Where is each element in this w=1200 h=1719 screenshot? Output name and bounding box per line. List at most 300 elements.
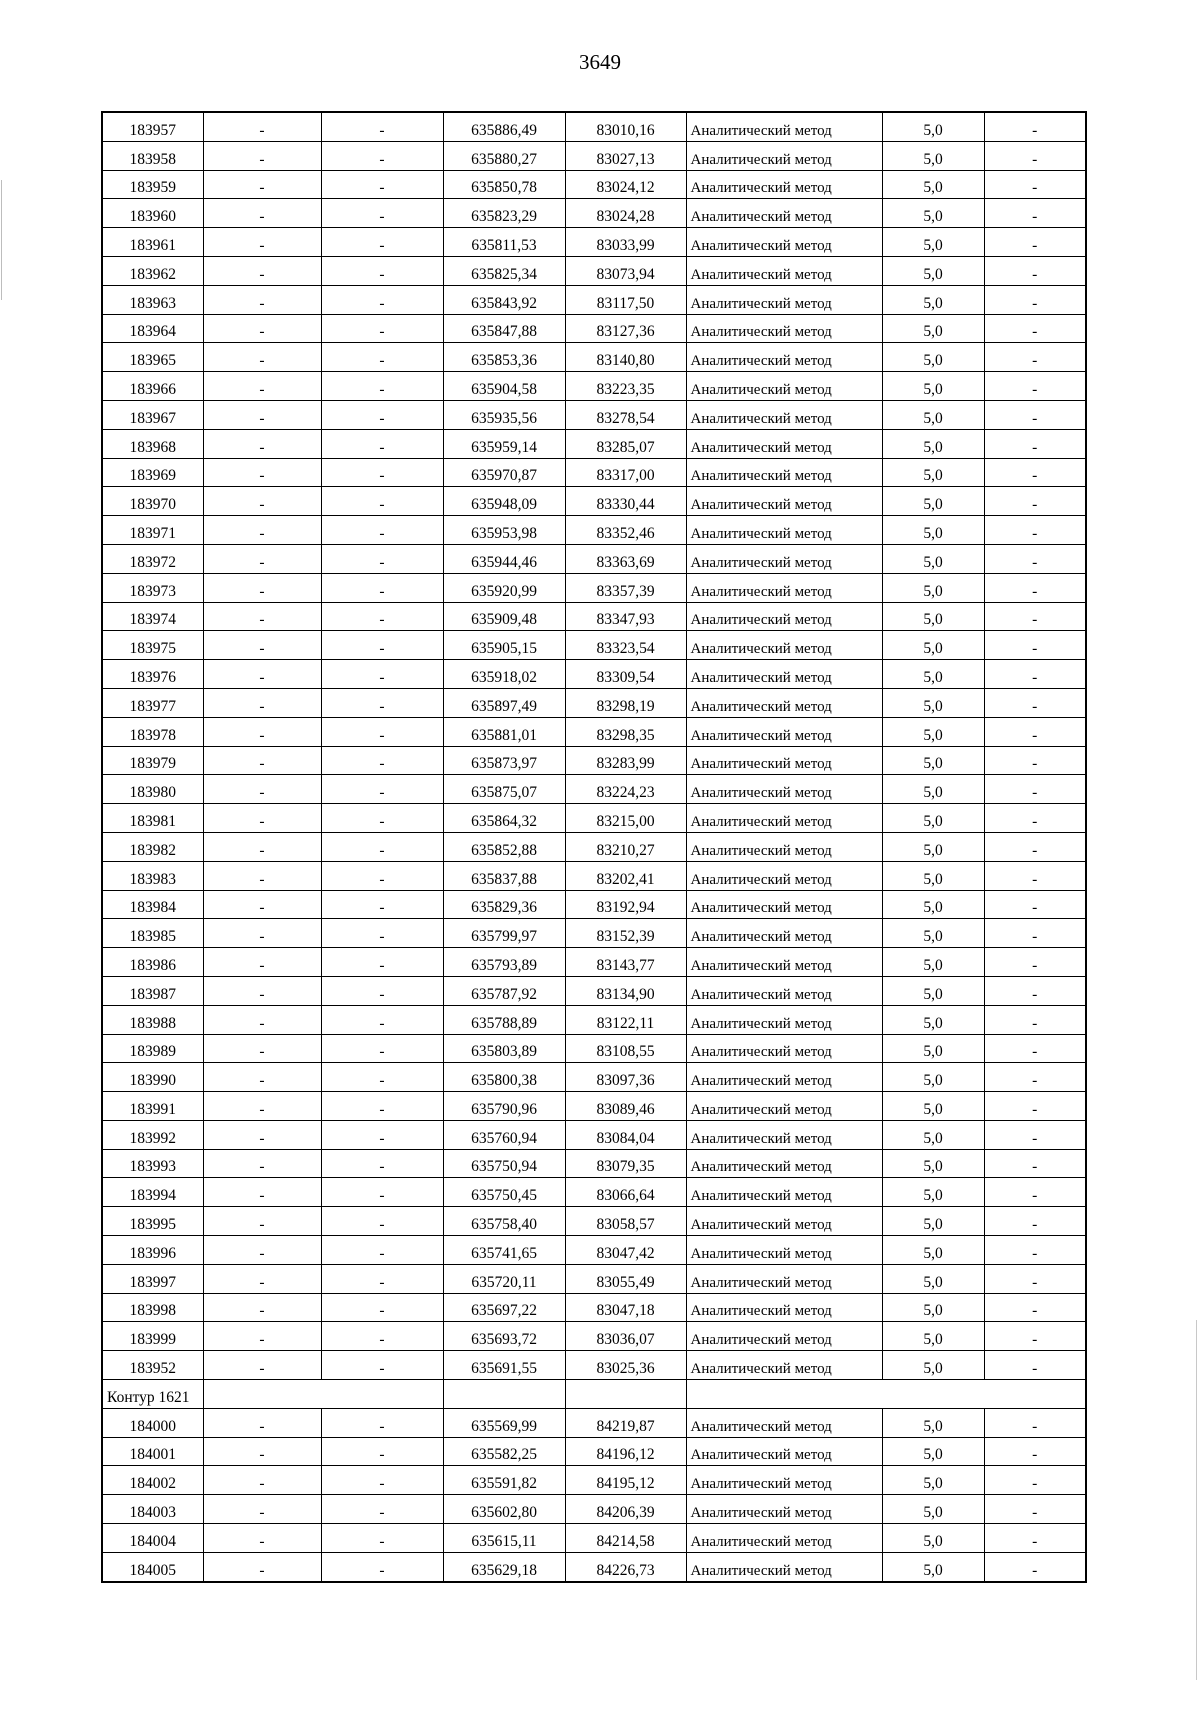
point-number-cell: 183982 [102,832,203,861]
method-cell: Аналитический метод [686,1236,882,1265]
y-coordinate-cell: 83323,54 [565,631,686,660]
table-row [102,1149,1086,1178]
empty-cell: - [984,1149,1086,1178]
method-cell: Аналитический метод [686,1524,882,1553]
method-cell: Аналитический метод [686,170,882,199]
method-cell: Аналитический метод [686,1092,882,1121]
empty-cell: - [321,1063,443,1092]
x-coordinate-cell: 635948,09 [443,487,565,516]
x-coordinate-cell: 635881,01 [443,717,565,746]
empty-cell: - [321,199,443,228]
table-row [102,948,1086,977]
y-coordinate-cell: 84214,58 [565,1524,686,1553]
error-cell: 5,0 [882,1437,984,1466]
method-cell: Аналитический метод [686,1034,882,1063]
error-cell: 5,0 [882,1092,984,1121]
table-row [102,832,1086,861]
error-cell: 5,0 [882,141,984,170]
table-row [102,1351,1086,1380]
method-cell: Аналитический метод [686,948,882,977]
y-coordinate-cell: 84195,12 [565,1466,686,1495]
scan-edge-left [1,180,2,300]
point-number-cell: 183974 [102,602,203,631]
y-coordinate-cell: 83352,46 [565,516,686,545]
method-cell: Аналитический метод [686,1005,882,1034]
empty-cell: - [321,1236,443,1265]
y-coordinate-cell: 83317,00 [565,458,686,487]
empty-cell: - [321,1178,443,1207]
empty-cell: - [203,861,321,890]
y-coordinate-cell: 83097,36 [565,1063,686,1092]
x-coordinate-cell: 635909,48 [443,602,565,631]
x-coordinate-cell: 635811,53 [443,228,565,257]
x-coordinate-cell: 635905,15 [443,631,565,660]
empty-cell: - [321,976,443,1005]
error-cell: 5,0 [882,429,984,458]
table-row [102,1466,1086,1495]
y-coordinate-cell: 83010,16 [565,112,686,141]
empty-cell: - [203,487,321,516]
empty-cell: - [984,804,1086,833]
empty-cell: - [321,112,443,141]
x-coordinate-cell: 635697,22 [443,1293,565,1322]
y-coordinate-cell: 83084,04 [565,1120,686,1149]
error-cell: 5,0 [882,285,984,314]
empty-cell: - [984,832,1086,861]
x-coordinate-cell: 635850,78 [443,170,565,199]
x-coordinate-cell: 635897,49 [443,688,565,717]
method-cell: Аналитический метод [686,429,882,458]
method-cell: Аналитический метод [686,1322,882,1351]
x-coordinate-cell: 635853,36 [443,343,565,372]
empty-cell: - [984,1552,1086,1581]
empty-cell: - [203,256,321,285]
empty-cell: - [984,1236,1086,1265]
empty-cell: - [984,1351,1086,1380]
method-cell: Аналитический метод [686,717,882,746]
y-coordinate-cell: 83278,54 [565,400,686,429]
y-coordinate-cell: 83108,55 [565,1034,686,1063]
contour-blank [443,1380,565,1409]
empty-cell: - [321,228,443,257]
x-coordinate-cell: 635691,55 [443,1351,565,1380]
empty-cell: - [321,1207,443,1236]
error-cell: 5,0 [882,1178,984,1207]
empty-cell: - [203,948,321,977]
point-number-cell: 183972 [102,544,203,573]
point-number-cell: 183965 [102,343,203,372]
method-cell: Аналитический метод [686,1552,882,1581]
empty-cell: - [203,660,321,689]
error-cell: 5,0 [882,544,984,573]
y-coordinate-cell: 83033,99 [565,228,686,257]
point-number-cell: 183961 [102,228,203,257]
y-coordinate-cell: 83024,28 [565,199,686,228]
point-number-cell: 183995 [102,1207,203,1236]
x-coordinate-cell: 635829,36 [443,890,565,919]
y-coordinate-cell: 83202,41 [565,861,686,890]
table-row [102,717,1086,746]
method-cell: Аналитический метод [686,1495,882,1524]
table-row [102,400,1086,429]
error-cell: 5,0 [882,919,984,948]
empty-cell: - [321,141,443,170]
table-row [102,141,1086,170]
table-row [102,228,1086,257]
empty-cell: - [984,1408,1086,1437]
empty-cell: - [984,976,1086,1005]
empty-cell: - [984,1466,1086,1495]
empty-cell: - [984,1063,1086,1092]
table-row [102,1408,1086,1437]
point-number-cell: 183990 [102,1063,203,1092]
empty-cell: - [984,948,1086,977]
empty-cell: - [984,1034,1086,1063]
method-cell: Аналитический метод [686,1437,882,1466]
empty-cell: - [321,804,443,833]
empty-cell: - [203,112,321,141]
y-coordinate-cell: 84219,87 [565,1408,686,1437]
method-cell: Аналитический метод [686,1408,882,1437]
table-row [102,544,1086,573]
point-number-cell: 183991 [102,1092,203,1121]
empty-cell: - [321,1495,443,1524]
empty-cell: - [984,170,1086,199]
error-cell: 5,0 [882,1207,984,1236]
error-cell: 5,0 [882,775,984,804]
table-row [102,1034,1086,1063]
y-coordinate-cell: 83285,07 [565,429,686,458]
empty-cell: - [321,285,443,314]
point-number-cell: 183971 [102,516,203,545]
method-cell: Аналитический метод [686,832,882,861]
error-cell: 5,0 [882,199,984,228]
empty-cell: - [203,1005,321,1034]
method-cell: Аналитический метод [686,573,882,602]
table-row [102,976,1086,1005]
error-cell: 5,0 [882,602,984,631]
scan-edge-right [1196,1320,1197,1680]
x-coordinate-cell: 635750,45 [443,1178,565,1207]
point-number-cell: 183975 [102,631,203,660]
table-row [102,573,1086,602]
empty-cell: - [321,573,443,602]
table-row [102,1236,1086,1265]
error-cell: 5,0 [882,1495,984,1524]
empty-cell: - [203,631,321,660]
table-row [102,314,1086,343]
table-row [102,372,1086,401]
point-number-cell: 183966 [102,372,203,401]
table-row [102,890,1086,919]
method-cell: Аналитический метод [686,343,882,372]
error-cell: 5,0 [882,1264,984,1293]
page-number: 3649 [579,50,621,74]
x-coordinate-cell: 635944,46 [443,544,565,573]
method-cell: Аналитический метод [686,314,882,343]
table-row [102,688,1086,717]
y-coordinate-cell: 84226,73 [565,1552,686,1581]
error-cell: 5,0 [882,314,984,343]
empty-cell: - [321,1092,443,1121]
y-coordinate-cell: 83298,19 [565,688,686,717]
method-cell: Аналитический метод [686,1351,882,1380]
empty-cell: - [203,1063,321,1092]
empty-cell: - [984,458,1086,487]
x-coordinate-cell: 635602,80 [443,1495,565,1524]
empty-cell: - [203,228,321,257]
empty-cell: - [321,861,443,890]
method-cell: Аналитический метод [686,199,882,228]
point-number-cell: 183962 [102,256,203,285]
table-row [102,516,1086,545]
point-number-cell: 184004 [102,1524,203,1553]
empty-cell: - [984,400,1086,429]
empty-cell: - [203,1351,321,1380]
point-number-cell: 184003 [102,1495,203,1524]
empty-cell: - [203,573,321,602]
method-cell: Аналитический метод [686,775,882,804]
empty-cell: - [203,602,321,631]
error-cell: 5,0 [882,1552,984,1581]
point-number-cell: 183957 [102,112,203,141]
error-cell: 5,0 [882,256,984,285]
y-coordinate-cell: 83210,27 [565,832,686,861]
point-number-cell: 183976 [102,660,203,689]
point-number-cell: 183985 [102,919,203,948]
empty-cell: - [984,429,1086,458]
table-row [102,1207,1086,1236]
point-number-cell: 183987 [102,976,203,1005]
empty-cell: - [984,660,1086,689]
y-coordinate-cell: 83140,80 [565,343,686,372]
error-cell: 5,0 [882,631,984,660]
point-number-cell: 183978 [102,717,203,746]
table-row [102,775,1086,804]
empty-cell: - [203,285,321,314]
empty-cell: - [203,1149,321,1178]
x-coordinate-cell: 635864,32 [443,804,565,833]
empty-cell: - [321,717,443,746]
empty-cell: - [203,1207,321,1236]
empty-cell: - [984,602,1086,631]
table-row [102,861,1086,890]
x-coordinate-cell: 635793,89 [443,948,565,977]
table-row [102,429,1086,458]
empty-cell: - [984,256,1086,285]
empty-cell: - [984,1322,1086,1351]
method-cell: Аналитический метод [686,516,882,545]
error-cell: 5,0 [882,861,984,890]
method-cell: Аналитический метод [686,544,882,573]
point-number-cell: 183988 [102,1005,203,1034]
table-row [102,1322,1086,1351]
point-number-cell: 183959 [102,170,203,199]
y-coordinate-cell: 83223,35 [565,372,686,401]
error-cell: 5,0 [882,1236,984,1265]
empty-cell: - [984,746,1086,775]
empty-cell: - [321,1351,443,1380]
error-cell: 5,0 [882,170,984,199]
empty-cell: - [203,976,321,1005]
x-coordinate-cell: 635615,11 [443,1524,565,1553]
empty-cell: - [203,372,321,401]
x-coordinate-cell: 635800,38 [443,1063,565,1092]
table-row [102,458,1086,487]
method-cell: Аналитический метод [686,256,882,285]
x-coordinate-cell: 635875,07 [443,775,565,804]
x-coordinate-cell: 635837,88 [443,861,565,890]
point-number-cell: 184001 [102,1437,203,1466]
error-cell: 5,0 [882,804,984,833]
empty-cell: - [321,1466,443,1495]
x-coordinate-cell: 635886,49 [443,112,565,141]
error-cell: 5,0 [882,112,984,141]
table-row [102,602,1086,631]
empty-cell: - [984,487,1086,516]
y-coordinate-cell: 83215,00 [565,804,686,833]
point-number-cell: 184002 [102,1466,203,1495]
error-cell: 5,0 [882,1293,984,1322]
x-coordinate-cell: 635953,98 [443,516,565,545]
error-cell: 5,0 [882,746,984,775]
y-coordinate-cell: 83143,77 [565,948,686,977]
empty-cell: - [203,832,321,861]
contour-row [102,1380,1086,1409]
empty-cell: - [984,1092,1086,1121]
empty-cell: - [203,1552,321,1581]
empty-cell: - [203,1178,321,1207]
empty-cell: - [203,516,321,545]
table-row [102,285,1086,314]
method-cell: Аналитический метод [686,458,882,487]
table-row [102,1495,1086,1524]
x-coordinate-cell: 635693,72 [443,1322,565,1351]
empty-cell: - [984,1437,1086,1466]
coordinates-table [101,111,1087,1583]
y-coordinate-cell: 83117,50 [565,285,686,314]
y-coordinate-cell: 83152,39 [565,919,686,948]
method-cell: Аналитический метод [686,1293,882,1322]
empty-cell: - [203,1437,321,1466]
empty-cell: - [984,1264,1086,1293]
x-coordinate-cell: 635582,25 [443,1437,565,1466]
x-coordinate-cell: 635750,94 [443,1149,565,1178]
table-row [102,487,1086,516]
x-coordinate-cell: 635873,97 [443,746,565,775]
empty-cell: - [321,688,443,717]
point-number-cell: 184005 [102,1552,203,1581]
point-number-cell: 183994 [102,1178,203,1207]
method-cell: Аналитический метод [686,1207,882,1236]
contour-label: Контур 1621 [102,1380,203,1409]
contour-blank [203,1380,443,1409]
table-row [102,1063,1086,1092]
table-row [102,746,1086,775]
empty-cell: - [984,372,1086,401]
table-row [102,1005,1086,1034]
empty-cell: - [203,1264,321,1293]
method-cell: Аналитический метод [686,631,882,660]
method-cell: Аналитический метод [686,1178,882,1207]
y-coordinate-cell: 83047,18 [565,1293,686,1322]
table-row [102,804,1086,833]
empty-cell: - [321,919,443,948]
table-row [102,170,1086,199]
empty-cell: - [984,1178,1086,1207]
method-cell: Аналитический метод [686,228,882,257]
empty-cell: - [321,170,443,199]
empty-cell: - [321,1264,443,1293]
x-coordinate-cell: 635758,40 [443,1207,565,1236]
empty-cell: - [984,688,1086,717]
method-cell: Аналитический метод [686,660,882,689]
error-cell: 5,0 [882,1524,984,1553]
point-number-cell: 183986 [102,948,203,977]
x-coordinate-cell: 635790,96 [443,1092,565,1121]
y-coordinate-cell: 83283,99 [565,746,686,775]
empty-cell: - [203,1120,321,1149]
y-coordinate-cell: 83055,49 [565,1264,686,1293]
x-coordinate-cell: 635823,29 [443,199,565,228]
x-coordinate-cell: 635843,92 [443,285,565,314]
empty-cell: - [984,1495,1086,1524]
empty-cell: - [321,1293,443,1322]
method-cell: Аналитический метод [686,400,882,429]
method-cell: Аналитический метод [686,890,882,919]
empty-cell: - [203,343,321,372]
point-number-cell: 183973 [102,573,203,602]
y-coordinate-cell: 83122,11 [565,1005,686,1034]
empty-cell: - [321,314,443,343]
error-cell: 5,0 [882,1120,984,1149]
x-coordinate-cell: 635852,88 [443,832,565,861]
empty-cell: - [321,660,443,689]
error-cell: 5,0 [882,976,984,1005]
y-coordinate-cell: 83309,54 [565,660,686,689]
method-cell: Аналитический метод [686,112,882,141]
point-number-cell: 183996 [102,1236,203,1265]
empty-cell: - [203,746,321,775]
empty-cell: - [321,775,443,804]
contour-blank [565,1380,686,1409]
empty-cell: - [321,1034,443,1063]
empty-cell: - [321,487,443,516]
empty-cell: - [321,1552,443,1581]
point-number-cell: 183984 [102,890,203,919]
table-row [102,919,1086,948]
x-coordinate-cell: 635720,11 [443,1264,565,1293]
y-coordinate-cell: 83073,94 [565,256,686,285]
table-row [102,343,1086,372]
point-number-cell: 183960 [102,199,203,228]
x-coordinate-cell: 635741,65 [443,1236,565,1265]
method-cell: Аналитический метод [686,804,882,833]
point-number-cell: 183979 [102,746,203,775]
x-coordinate-cell: 635569,99 [443,1408,565,1437]
empty-cell: - [321,458,443,487]
point-number-cell: 183983 [102,861,203,890]
error-cell: 5,0 [882,400,984,429]
x-coordinate-cell: 635880,27 [443,141,565,170]
x-coordinate-cell: 635787,92 [443,976,565,1005]
error-cell: 5,0 [882,832,984,861]
y-coordinate-cell: 84196,12 [565,1437,686,1466]
error-cell: 5,0 [882,1149,984,1178]
x-coordinate-cell: 635970,87 [443,458,565,487]
y-coordinate-cell: 83036,07 [565,1322,686,1351]
y-coordinate-cell: 83134,90 [565,976,686,1005]
